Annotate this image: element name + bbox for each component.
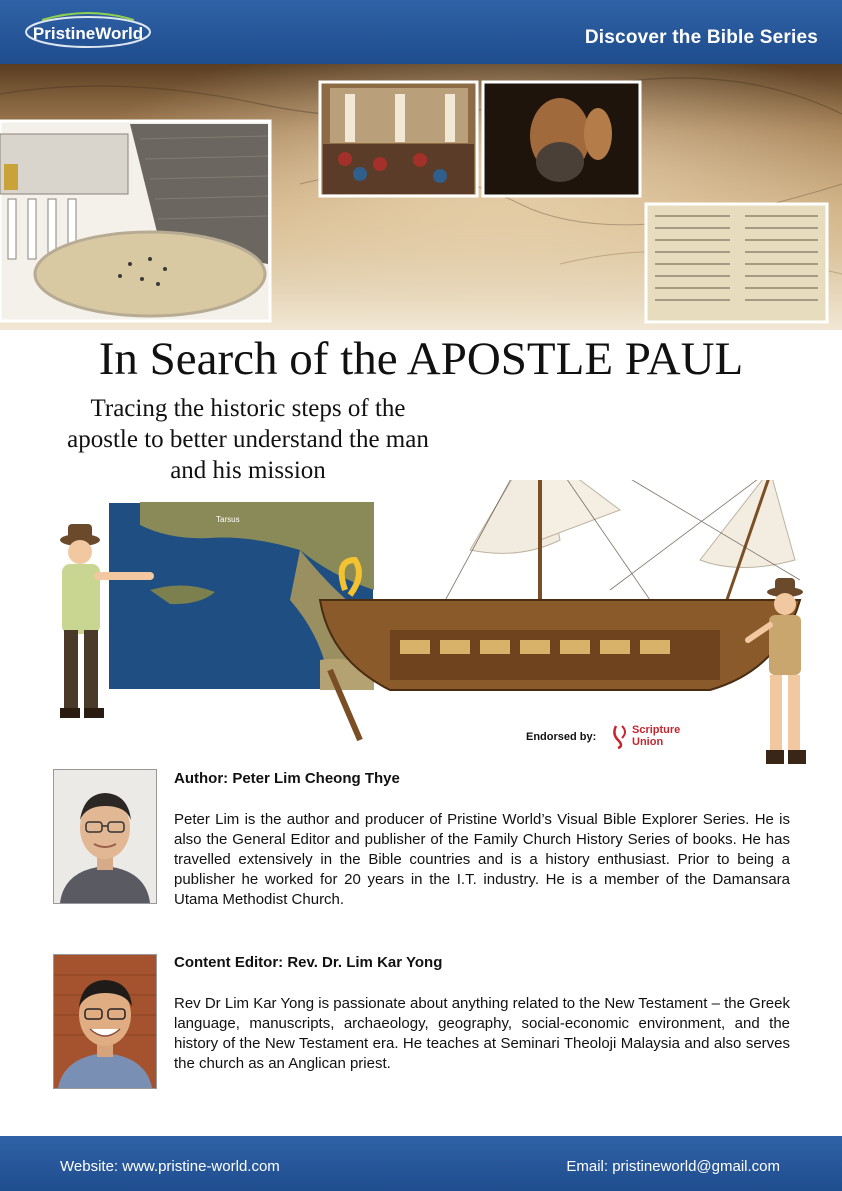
roman-ship bbox=[320, 480, 800, 740]
author-heading: Author: Peter Lim Cheong Thye bbox=[174, 770, 400, 787]
tarsus-label: Tarsus bbox=[216, 515, 240, 524]
main-title: In Search of the APOSTLE PAUL bbox=[98, 333, 744, 385]
arena-illustration bbox=[0, 121, 270, 321]
editor-photo bbox=[53, 954, 157, 1089]
svg-text:Scripture: Scripture bbox=[632, 724, 681, 736]
mediterranean-map bbox=[108, 502, 374, 690]
banner-collage bbox=[0, 64, 842, 330]
scripture-union-logo[interactable] bbox=[610, 720, 722, 750]
series-title: Discover the Bible Series bbox=[584, 27, 818, 48]
endorsed-label: Endorsed by: bbox=[526, 731, 597, 743]
author-bio: Peter Lim is the author and producer of Pristine World’s Visual Bible Explorer Series. He is also the General Editor and publisher of the Family Church History Series of books. He has travelled extensively in the Bible countries and is a history enthusiast. Prior to being a publisher he worked for 20 years in the I.T. industry. He is a member of the Damansara Utama Methodist Church. bbox=[174, 811, 790, 908]
author-photo bbox=[53, 769, 157, 904]
subtitle: Tracing the historic steps of the apostle to better understand the man and his mission bbox=[67, 395, 429, 484]
website-link[interactable]: Website: www.pristine-world.com bbox=[60, 1158, 280, 1175]
editor-heading: Content Editor: Rev. Dr. Lim Kar Yong bbox=[174, 954, 443, 971]
fresco-painting bbox=[320, 82, 477, 196]
manuscript-fragment bbox=[646, 204, 827, 322]
editor-bio: Rev Dr Lim Kar Yong is passionate about anything related to the New Testament – the Greek language, manuscripts, archaeology, geography, social-economic environment, and the history of the New Testament era. He teaches at Seminari Theoloji Malaysia and also serves the church as an Anglican priest. bbox=[174, 995, 790, 1072]
pristine-world-logo[interactable] bbox=[22, 10, 154, 54]
email-link[interactable]: Email: pristineworld@gmail.com bbox=[566, 1158, 780, 1175]
paul-portrait bbox=[483, 82, 640, 196]
svg-text:PristineWorld: PristineWorld bbox=[32, 24, 144, 43]
header-bar bbox=[0, 0, 842, 64]
svg-text:Union: Union bbox=[632, 736, 664, 748]
footer-bar bbox=[0, 1136, 842, 1191]
